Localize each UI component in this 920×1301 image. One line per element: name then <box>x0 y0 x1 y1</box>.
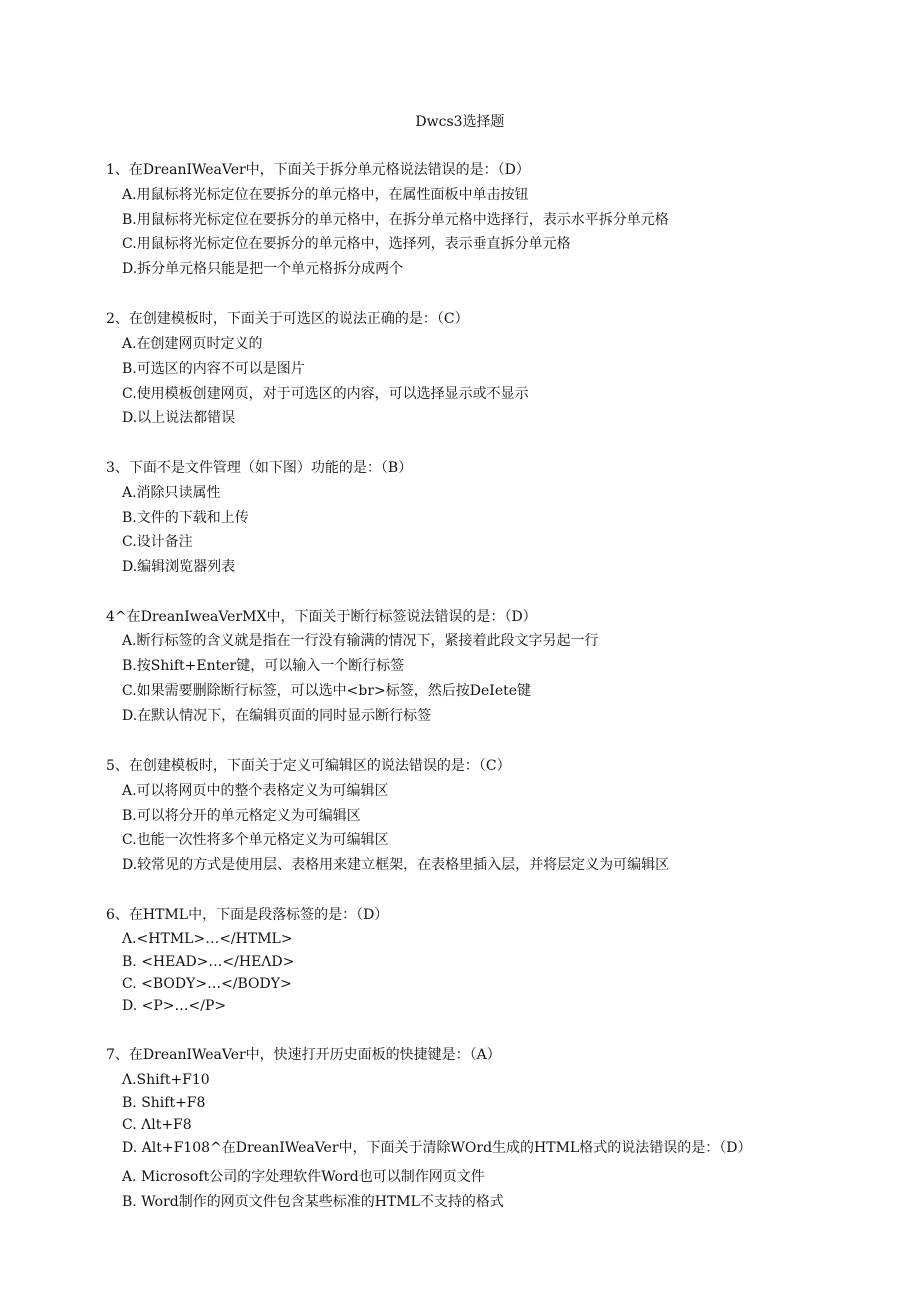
question-6-option-a: Λ.<HTML>…</HTML> <box>122 931 293 947</box>
question-7-stem: 7、在DreanIWeaVer中，快速打开历史面板的快捷键是：（A） <box>106 1047 501 1063</box>
page-title: Dwcs3选择题 <box>415 114 505 130</box>
question-8-option-b: B. Word制作的网页文件包含某些标准的HTML不支持的格式 <box>122 1194 504 1210</box>
question-1-stem: 1、在DreanIWeaVer中，下面关于拆分单元格说法错误的是：（D） <box>106 162 530 178</box>
question-1-option-b: B.用鼠标将光标定位在要拆分的单元格中，在拆分单元格中选择行，表示水平拆分单元格 <box>122 212 669 228</box>
question-4-option-b: B.按Shift+Enter键，可以输入一个断行标签 <box>122 658 405 674</box>
question-7-option-a: Λ.Shift+F10 <box>122 1072 210 1088</box>
question-5-option-b: B.可以将分开的单元格定义为可编辑区 <box>122 808 361 824</box>
question-1-option-c: C.用鼠标将光标定位在要拆分的单元格中，选择列，表示垂直拆分单元格 <box>122 236 571 252</box>
question-4-option-d: D.在默认情况下，在编辑页面的同时显示断行标签 <box>122 708 432 724</box>
question-3-option-b: B.文件的下载和上传 <box>122 510 249 526</box>
question-6-option-b: B. <HEAD>…</HEΛD> <box>122 954 295 970</box>
question-1-option-d: D.拆分单元格只能是把一个单元格拆分成两个 <box>122 261 404 277</box>
question-4-option-a: A.断行标签的含义就是指在一行没有输满的情况下，紧接着此段文字另起一行 <box>122 633 599 649</box>
question-5-option-d: D.较常见的方式是使用层、表格用来建立框架，在表格里插入层，并将层定义为可编辑区 <box>122 857 670 873</box>
question-3-option-d: D.编辑浏览器列表 <box>122 559 236 575</box>
question-2-stem: 2、在创建模板时，下面关于可选区的说法正确的是：（C） <box>106 311 469 327</box>
question-2-option-c: C.使用模板创建网页，对于可选区的内容，可以选择显示或不显示 <box>122 386 529 402</box>
question-3-stem: 3、下面不是文件管理（如下图）功能的是：（B） <box>106 460 413 476</box>
question-6-option-c: C. <BODY>…</BODY> <box>122 976 292 992</box>
question-7-option-d: D. Alt+F108^在DreanIWeaVer中，下面关于清除WOrd生成的HTML格式的说法错误的是：（D） <box>122 1140 752 1156</box>
question-2-option-b: B.可选区的内容不可以是图片 <box>122 361 305 377</box>
question-5-option-c: C.也能一次性将多个单元格定义为可编辑区 <box>122 832 389 848</box>
question-6-stem: 6、在HTML中，下面是段落标签的是：（D） <box>106 907 389 923</box>
question-3-option-c: C.设计备注 <box>122 534 193 550</box>
question-2-option-d: D.以上说法都错误 <box>122 410 236 426</box>
question-3-option-a: A.消除只读属性 <box>122 485 221 501</box>
question-1-option-a: A.用鼠标将光标定位在要拆分的单元格中，在属性面板中单击按钮 <box>122 187 529 203</box>
question-2-option-a: A.在创建网页时定义的 <box>122 336 263 352</box>
question-6-option-d: D. <P>…</P> <box>122 998 227 1014</box>
question-8-option-a: A. Microsoft公司的字处理软件Word也可以制作网页文件 <box>122 1169 485 1185</box>
question-7-option-b: B. Shift+F8 <box>122 1095 206 1111</box>
question-5-option-a: A.可以将网页中的整个表格定义为可编辑区 <box>122 783 389 799</box>
question-5-stem: 5、在创建模板时，下面关于定义可编辑区的说法错误的是：（C） <box>106 758 511 774</box>
question-4-option-c: C.如果需要删除断行标签，可以选中<br>标签，然后按DeIete键 <box>122 683 532 699</box>
question-4-stem: 4^在DreanIweaVerMX中，下面关于断行标签说法错误的是：（D） <box>106 609 537 625</box>
question-7-option-c: C. Λlt+F8 <box>122 1117 192 1133</box>
